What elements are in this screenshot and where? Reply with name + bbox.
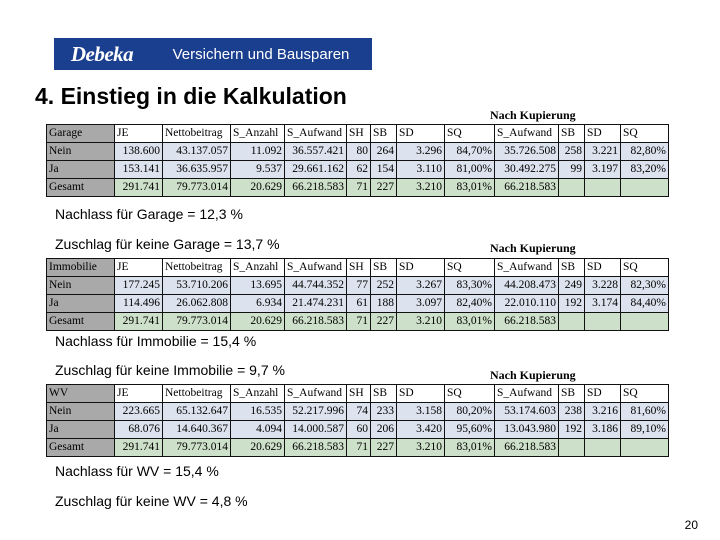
table-cell: 79.773.014: [163, 439, 231, 457]
zuschlag-note: Zuschlag für keine Immobilie = 9,7 %: [55, 362, 285, 378]
table-cell: 36.635.957: [163, 161, 231, 179]
row-label: Gesamt: [47, 179, 115, 197]
table-cell: 233: [371, 403, 397, 421]
table-cell: 66.218.583: [285, 179, 347, 197]
table-cell: 74: [347, 403, 371, 421]
table-cell: 9.537: [231, 161, 285, 179]
column-header: S_Aufwand: [495, 125, 559, 143]
column-header: SB: [559, 385, 585, 403]
table-cell: 3.267: [397, 277, 445, 295]
table-cell: 79.773.014: [163, 179, 231, 197]
column-header: Immobilie: [47, 259, 115, 277]
table-cell: 80: [347, 143, 371, 161]
table-cell: 13.695: [231, 277, 285, 295]
table-cell: 188: [371, 295, 397, 313]
table-cell: 53.174.603: [495, 403, 559, 421]
column-header: SH: [347, 125, 371, 143]
table-row: [47, 313, 669, 331]
table-cell: 3.296: [397, 143, 445, 161]
table-cell: 53.710.206: [163, 277, 231, 295]
table-cell: 66.218.583: [285, 313, 347, 331]
table-cell: 291.741: [115, 439, 163, 457]
table-cell: 3.110: [397, 161, 445, 179]
table-cell: 29.661.162: [285, 161, 347, 179]
table-cell: 35.726.508: [495, 143, 559, 161]
table-cell: 16.535: [231, 403, 285, 421]
row-label: Gesamt: [47, 313, 115, 331]
nachlass-note: Nachlass für WV = 15,4 %: [55, 463, 219, 479]
nach-kupierung-label: Nach Kupierung: [490, 108, 576, 122]
table-cell: 291.741: [115, 313, 163, 331]
column-header: SQ: [445, 259, 495, 277]
table-cell: 3.210: [397, 179, 445, 197]
table-cell: 114.496: [115, 295, 163, 313]
table-cell: 3.216: [585, 403, 621, 421]
nachlass-note: Nachlass für Garage = 12,3 %: [55, 206, 243, 222]
table-row: [47, 143, 669, 161]
table-cell: [621, 439, 669, 457]
column-header: SH: [347, 259, 371, 277]
row-label: Ja: [47, 421, 115, 439]
column-header: SB: [371, 125, 397, 143]
table-cell: 66.218.583: [495, 179, 559, 197]
table-row: [47, 295, 669, 313]
column-header: Garage: [47, 125, 115, 143]
column-header: SB: [371, 259, 397, 277]
column-header: SB: [559, 125, 585, 143]
table-cell: 3.228: [585, 277, 621, 295]
table-cell: 79.773.014: [163, 313, 231, 331]
table-cell: 3.174: [585, 295, 621, 313]
table-cell: 3.210: [397, 313, 445, 331]
table-cell: [585, 179, 621, 197]
table-cell: 30.492.275: [495, 161, 559, 179]
header-banner: [54, 38, 372, 70]
column-header: SQ: [445, 385, 495, 403]
table-cell: 138.600: [115, 143, 163, 161]
table-cell: 83,01%: [445, 439, 495, 457]
table-cell: 60: [347, 421, 371, 439]
table-cell: 26.062.808: [163, 295, 231, 313]
table-cell: [585, 439, 621, 457]
column-header: Nettobeitrag: [163, 385, 231, 403]
column-header: S_Anzahl: [231, 125, 285, 143]
table-header-row: [47, 259, 669, 277]
table-row: [47, 277, 669, 295]
column-header: JE: [115, 385, 163, 403]
table-cell: 258: [559, 143, 585, 161]
table-cell: 44.744.352: [285, 277, 347, 295]
column-header: S_Aufwand: [285, 259, 347, 277]
table-cell: 66.218.583: [285, 439, 347, 457]
column-header: WV: [47, 385, 115, 403]
row-label: Nein: [47, 143, 115, 161]
table-cell: [585, 313, 621, 331]
row-label: Gesamt: [47, 439, 115, 457]
table-cell: 80,20%: [445, 403, 495, 421]
table-cell: [621, 179, 669, 197]
column-header: SB: [559, 259, 585, 277]
column-header: SQ: [621, 259, 669, 277]
nach-kupierung-label: Nach Kupierung: [490, 368, 576, 382]
column-header: S_Aufwand: [495, 385, 559, 403]
table-cell: 3.158: [397, 403, 445, 421]
table-cell: 153.141: [115, 161, 163, 179]
table-cell: [559, 313, 585, 331]
zuschlag-note: Zuschlag für keine Garage = 13,7 %: [55, 236, 280, 252]
table-cell: 227: [371, 439, 397, 457]
column-header: S_Aufwand: [285, 385, 347, 403]
table-cell: 43.137.057: [163, 143, 231, 161]
table-cell: 66.218.583: [495, 313, 559, 331]
column-header: SQ: [445, 125, 495, 143]
table-row: [47, 161, 669, 179]
table-cell: 52.217.996: [285, 403, 347, 421]
table-cell: 3.186: [585, 421, 621, 439]
table-cell: 83,01%: [445, 313, 495, 331]
table-cell: 22.010.110: [495, 295, 559, 313]
column-header: SD: [397, 385, 445, 403]
table-cell: 177.245: [115, 277, 163, 295]
table-cell: 71: [347, 313, 371, 331]
column-header: SQ: [621, 385, 669, 403]
table-cell: 61: [347, 295, 371, 313]
table-cell: 20.629: [231, 179, 285, 197]
table-cell: 223.665: [115, 403, 163, 421]
table-cell: 21.474.231: [285, 295, 347, 313]
table-cell: 83,30%: [445, 277, 495, 295]
kalkulation-table: [46, 258, 669, 331]
table-cell: 291.741: [115, 179, 163, 197]
table-cell: 227: [371, 313, 397, 331]
table-cell: 82,80%: [621, 143, 669, 161]
table-cell: [559, 439, 585, 457]
table-cell: 3.097: [397, 295, 445, 313]
column-header: Nettobeitrag: [163, 259, 231, 277]
column-header: SD: [397, 125, 445, 143]
column-header: SD: [397, 259, 445, 277]
table-cell: 227: [371, 179, 397, 197]
table-cell: 71: [347, 439, 371, 457]
kalkulation-table: [46, 124, 669, 197]
column-header: SH: [347, 385, 371, 403]
nach-kupierung-label: Nach Kupierung: [490, 241, 576, 255]
table-cell: [621, 313, 669, 331]
nachlass-note: Nachlass für Immobilie = 15,4 %: [55, 333, 257, 349]
table-cell: 62: [347, 161, 371, 179]
table-cell: 99: [559, 161, 585, 179]
table-cell: 36.557.421: [285, 143, 347, 161]
table-cell: 84,40%: [621, 295, 669, 313]
column-header: SD: [585, 125, 621, 143]
column-header: SD: [585, 385, 621, 403]
row-label: Nein: [47, 403, 115, 421]
zuschlag-note: Zuschlag für keine WV = 4,8 %: [55, 493, 248, 509]
table-cell: 4.094: [231, 421, 285, 439]
table-cell: 66.218.583: [495, 439, 559, 457]
table-cell: 68.076: [115, 421, 163, 439]
table-cell: 192: [559, 295, 585, 313]
table-cell: 3.221: [585, 143, 621, 161]
table-row: [47, 403, 669, 421]
table-cell: 3.210: [397, 439, 445, 457]
table-cell: 82,40%: [445, 295, 495, 313]
table-row: [47, 421, 669, 439]
table-row: [47, 439, 669, 457]
table-cell: 71: [347, 179, 371, 197]
column-header: S_Anzahl: [231, 385, 285, 403]
column-header: SD: [585, 259, 621, 277]
table-cell: 82,30%: [621, 277, 669, 295]
table-cell: 206: [371, 421, 397, 439]
table-cell: 65.132.647: [163, 403, 231, 421]
table-cell: 89,10%: [621, 421, 669, 439]
table-cell: 83,20%: [621, 161, 669, 179]
table-cell: 20.629: [231, 439, 285, 457]
table-cell: [559, 179, 585, 197]
table-row: [47, 179, 669, 197]
table-cell: 13.043.980: [495, 421, 559, 439]
table-cell: 3.197: [585, 161, 621, 179]
table-cell: 192: [559, 421, 585, 439]
column-header: S_Anzahl: [231, 259, 285, 277]
row-label: Ja: [47, 161, 115, 179]
table-cell: 81,60%: [621, 403, 669, 421]
table-cell: 249: [559, 277, 585, 295]
table-cell: 77: [347, 277, 371, 295]
debeka-logo: Debeka: [70, 41, 134, 66]
table-cell: 252: [371, 277, 397, 295]
row-label: Nein: [47, 277, 115, 295]
column-header: JE: [115, 259, 163, 277]
table-cell: 3.420: [397, 421, 445, 439]
page-number: 20: [684, 518, 698, 532]
table-cell: 81,00%: [445, 161, 495, 179]
table-cell: 14.640.367: [163, 421, 231, 439]
table-cell: 83,01%: [445, 179, 495, 197]
slogan: Versichern und Bausparen: [172, 45, 350, 63]
column-header: S_Aufwand: [285, 125, 347, 143]
table-cell: 44.208.473: [495, 277, 559, 295]
column-header: SQ: [621, 125, 669, 143]
table-cell: 264: [371, 143, 397, 161]
column-header: Nettobeitrag: [163, 125, 231, 143]
table-header-row: [47, 385, 669, 403]
table-cell: 95,60%: [445, 421, 495, 439]
table-cell: 14.000.587: [285, 421, 347, 439]
table-header-row: [47, 125, 669, 143]
table-cell: 11.092: [231, 143, 285, 161]
table-cell: 20.629: [231, 313, 285, 331]
table-cell: 6.934: [231, 295, 285, 313]
kalkulation-table: [46, 384, 669, 457]
table-cell: 84,70%: [445, 143, 495, 161]
column-header: S_Aufwand: [495, 259, 559, 277]
column-header: SB: [371, 385, 397, 403]
row-label: Ja: [47, 295, 115, 313]
table-cell: 238: [559, 403, 585, 421]
table-cell: 154: [371, 161, 397, 179]
column-header: JE: [115, 125, 163, 143]
slide-title: 4. Einstieg in die Kalkulation: [35, 83, 347, 109]
